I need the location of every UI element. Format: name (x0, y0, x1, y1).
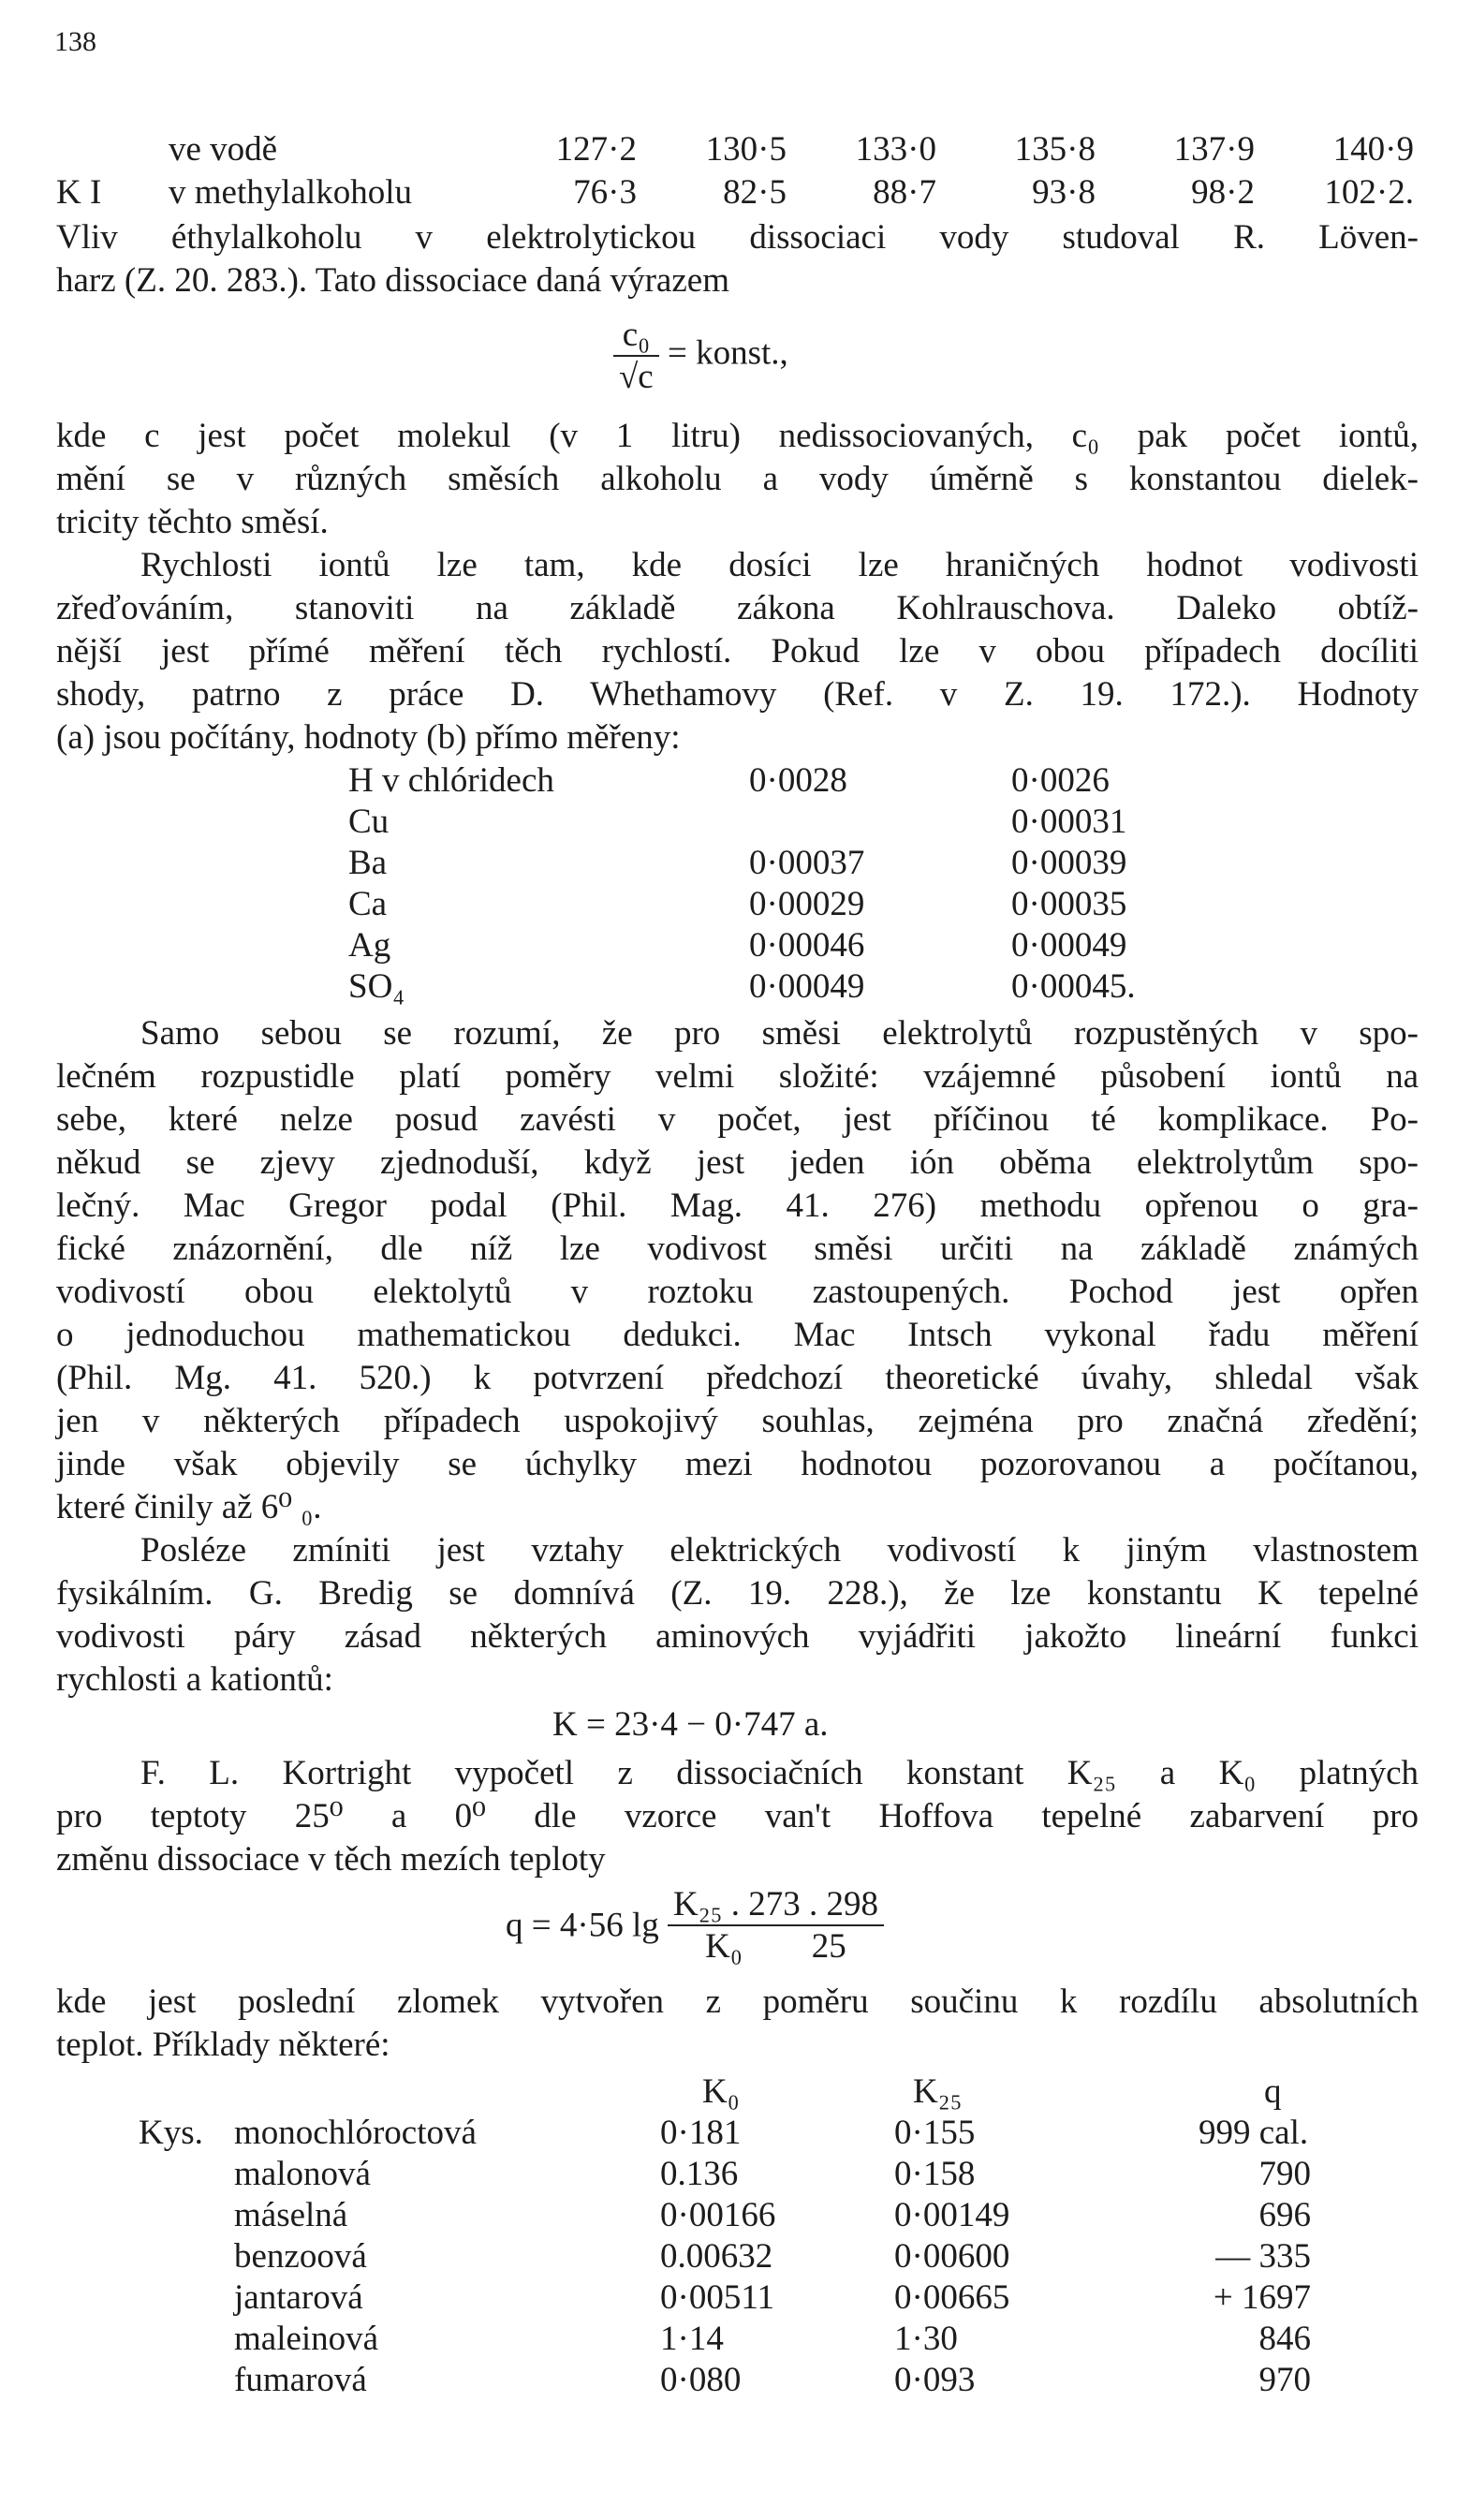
column-header: K₂₅ (913, 2072, 963, 2111)
paragraph-line: harz (Z. 20. 283.). Tato dissociace daná výrazem (56, 261, 729, 300)
row-value: 135·8 (1014, 130, 1096, 169)
column-header: q (1264, 2072, 1282, 2111)
acid-k25: 0·00149 (894, 2196, 1010, 2234)
paragraph-line: zřeďováním, stanoviti na základě zákona Kohlrauschova. Daleko obtíž- (56, 589, 1419, 627)
acid-k0: 1·14 (660, 2320, 724, 2358)
fraction-numerator: K₂₅ . 273 . 298 (668, 1884, 884, 1926)
acid-k0: 0·00166 (660, 2196, 776, 2234)
acid-k25: 0·093 (894, 2361, 976, 2399)
page-number: 138 (54, 26, 96, 57)
paragraph-line: pro teptoty 25⁰ a 0⁰ dle vzorce van't Hoffova tepelné zabarvení pro (56, 1797, 1419, 1835)
paragraph-line: změnu dissociace v těch mezích teploty (56, 1840, 606, 1879)
paragraph-line: Vliv éthylalkoholu v elektrolytickou dissociaci vody studoval R. Löven- (56, 218, 1419, 257)
ion-value-a: 0·00037 (749, 844, 865, 882)
top-table-row (0, 129, 1471, 170)
paragraph-line: mění se v různých směsích alkoholu a vody úměrně s konstantou dielek- (56, 460, 1419, 498)
paragraph-line: někud se zjevy zjednoduší, když jest jeden ión oběma elektrolytům spo- (56, 1143, 1419, 1182)
ion-name: Ca (348, 885, 388, 923)
ion-value-b: 0·00031 (1011, 803, 1127, 841)
acid-name: jantarová (234, 2278, 363, 2317)
acid-k0: 0·00511 (660, 2278, 774, 2317)
paragraph-line: sebe, které nelze posud zavésti v počet, jest příčinou té komplikace. Po- (56, 1100, 1419, 1139)
ion-name: SO₄ (348, 967, 405, 1006)
acid-q: + 1697 (1213, 2278, 1311, 2317)
ion-value-b: 0·00035 (1011, 885, 1127, 923)
fraction (668, 1884, 884, 1967)
equation-ratio (613, 315, 788, 397)
row-medium: ve vodě (169, 130, 278, 169)
row-value: 82·5 (723, 173, 787, 212)
paragraph-line: (a) jsou počítány, hodnoty (b) přímo měřeny: (56, 718, 681, 757)
acid-q: 970 (1258, 2361, 1311, 2399)
paragraph-line: tricity těchto směsí. (56, 503, 329, 541)
acid-q: 696 (1258, 2196, 1311, 2234)
row-label: K I (56, 173, 102, 212)
top-table-row (0, 172, 1471, 214)
paragraph-line: Samo sebou se rozumí, že pro směsi elektrolytů rozpustěných v spo- (140, 1014, 1419, 1053)
ion-value-a: 0·00029 (749, 885, 865, 923)
acid-name: benzoová (234, 2237, 367, 2276)
paragraph-line: Posléze zmíniti jest vztahy elektrických vodivostí k jiným vlastnostem (140, 1531, 1419, 1569)
acid-q: 999 cal. (1199, 2114, 1309, 2152)
ion-name: Ag (348, 926, 391, 965)
ion-name: Ba (348, 844, 388, 882)
ion-value-b: 0·00049 (1011, 926, 1127, 965)
paragraph-line: vodivosti páry zásad některých aminových vyjádřiti jakožto lineární funkci (56, 1617, 1419, 1656)
column-header: K₀ (702, 2072, 740, 2111)
row-value: 140·9 (1332, 130, 1414, 169)
row-value: 76·3 (573, 173, 637, 212)
paragraph-line: lečný. Mac Gregor podal (Phil. Mag. 41. 276) methodu opřenou o gra- (56, 1186, 1419, 1225)
ion-value-b: 0·0026 (1011, 761, 1110, 800)
acid-name: máselná (234, 2196, 348, 2234)
paragraph-line: (Phil. Mg. 41. 520.) k potvrzení předchozí theoretické úvahy, shledal však (56, 1359, 1419, 1397)
acid-name: fumarová (234, 2361, 367, 2399)
row-value: 130·5 (705, 130, 787, 169)
paragraph-line: o jednoduchou mathematickou dedukci. Mac Intsch vykonal řadu měření (56, 1316, 1419, 1354)
equation-rhs: = konst., (667, 333, 788, 373)
acid-name: maleinová (234, 2320, 379, 2358)
acid-k0: 0·080 (660, 2361, 742, 2399)
paragraph-line: lečném rozpustidle platí poměry velmi složité: vzájemné působení iontů na (56, 1057, 1419, 1096)
acid-k25: 1·30 (894, 2320, 958, 2358)
acid-k25: 0·158 (894, 2155, 976, 2193)
paragraph-line: teplot. Příklady některé: (56, 2026, 390, 2064)
acid-name: malonová (234, 2155, 371, 2193)
paragraph-line: rychlosti a kationtů: (56, 1660, 333, 1699)
row-medium: v methylalkoholu (169, 173, 412, 212)
paragraph-line: Rychlosti iontů lze tam, kde dosíci lze hraničných hodnot vodivosti (140, 546, 1419, 584)
paragraph-line: kde c jest počet molekul (v 1 litru) nedissociovaných, c₀ pak počet iontů, (56, 417, 1419, 455)
acid-q: — 335 (1215, 2237, 1311, 2276)
row-value: 137·9 (1173, 130, 1255, 169)
paragraph-line: F. L. Kortright vypočetl z dissociačních konstant K₂₅ a K₀ platných (140, 1754, 1419, 1792)
paragraph-line: nější jest přímé měření těch rychlostí. Pokud lze v obou případech docíliti (56, 632, 1419, 671)
paragraph-line: fysikálním. G. Bredig se domnívá (Z. 19. 228.), že lze konstantu K tepelné (56, 1574, 1419, 1613)
ion-value-a: 0·00049 (749, 967, 865, 1006)
acid-name: monochlóroctová (234, 2114, 477, 2152)
acid-prefix: Kys. (139, 2114, 203, 2152)
paragraph-line: kde jest poslední zlomek vytvořen z poměru součinu k rozdílu absolutních (56, 1982, 1419, 2021)
ion-value-b: 0·00039 (1011, 844, 1127, 882)
paragraph-line: vodivostí obou elektolytů v roztoku zastoupených. Pochod jest opřen (56, 1273, 1419, 1311)
row-value: 88·7 (873, 173, 936, 212)
acid-q: 790 (1258, 2155, 1311, 2193)
paragraph-line: jen v některých případech uspokojivý souhlas, zejména pro značná zředění; (56, 1402, 1419, 1440)
row-value: 93·8 (1032, 173, 1096, 212)
acid-k25: 0·00665 (894, 2278, 1010, 2317)
ion-name: H v chlóridech (348, 761, 554, 800)
paragraph-line: fické znázornění, dle níž lze vodivost směsi určiti na základě známých (56, 1230, 1419, 1268)
fraction-numerator: c₀ (613, 315, 659, 357)
acid-k0: 0·181 (660, 2114, 742, 2152)
equation-linear: K = 23·4 − 0·747 a. (552, 1705, 829, 1744)
equation-heat (506, 1884, 884, 1967)
fraction-denominator: √c (619, 358, 654, 396)
ion-value-a: 0·0028 (749, 761, 847, 800)
paragraph-line: jinde však objevily se úchylky mezi hodnotou pozorovanou a počítanou, (56, 1445, 1419, 1483)
acid-k0: 0.00632 (660, 2237, 773, 2276)
acid-k25: 0·00600 (894, 2237, 1010, 2276)
ion-value-a: 0·00046 (749, 926, 865, 965)
row-value: 133·0 (855, 130, 936, 169)
fraction (613, 315, 659, 397)
row-value: 98·2 (1191, 173, 1255, 212)
ion-value-b: 0·00045. (1011, 967, 1136, 1006)
acid-q: 846 (1258, 2320, 1311, 2358)
ion-name: Cu (348, 803, 390, 841)
paragraph-line: které činily až 6⁰ ₀. (56, 1488, 322, 1526)
paragraph-line: shody, patrno z práce D. Whethamovy (Ref. v Z. 19. 172.). Hodnoty (56, 675, 1419, 714)
row-value: 127·2 (555, 130, 637, 169)
acid-k25: 0·155 (894, 2114, 976, 2152)
row-value: 102·2. (1324, 173, 1414, 212)
acid-k0: 0.136 (660, 2155, 739, 2193)
fraction-denominator: K₀ 25 (705, 1927, 846, 1966)
equation-lhs: q = 4·56 lg (506, 1906, 659, 1945)
